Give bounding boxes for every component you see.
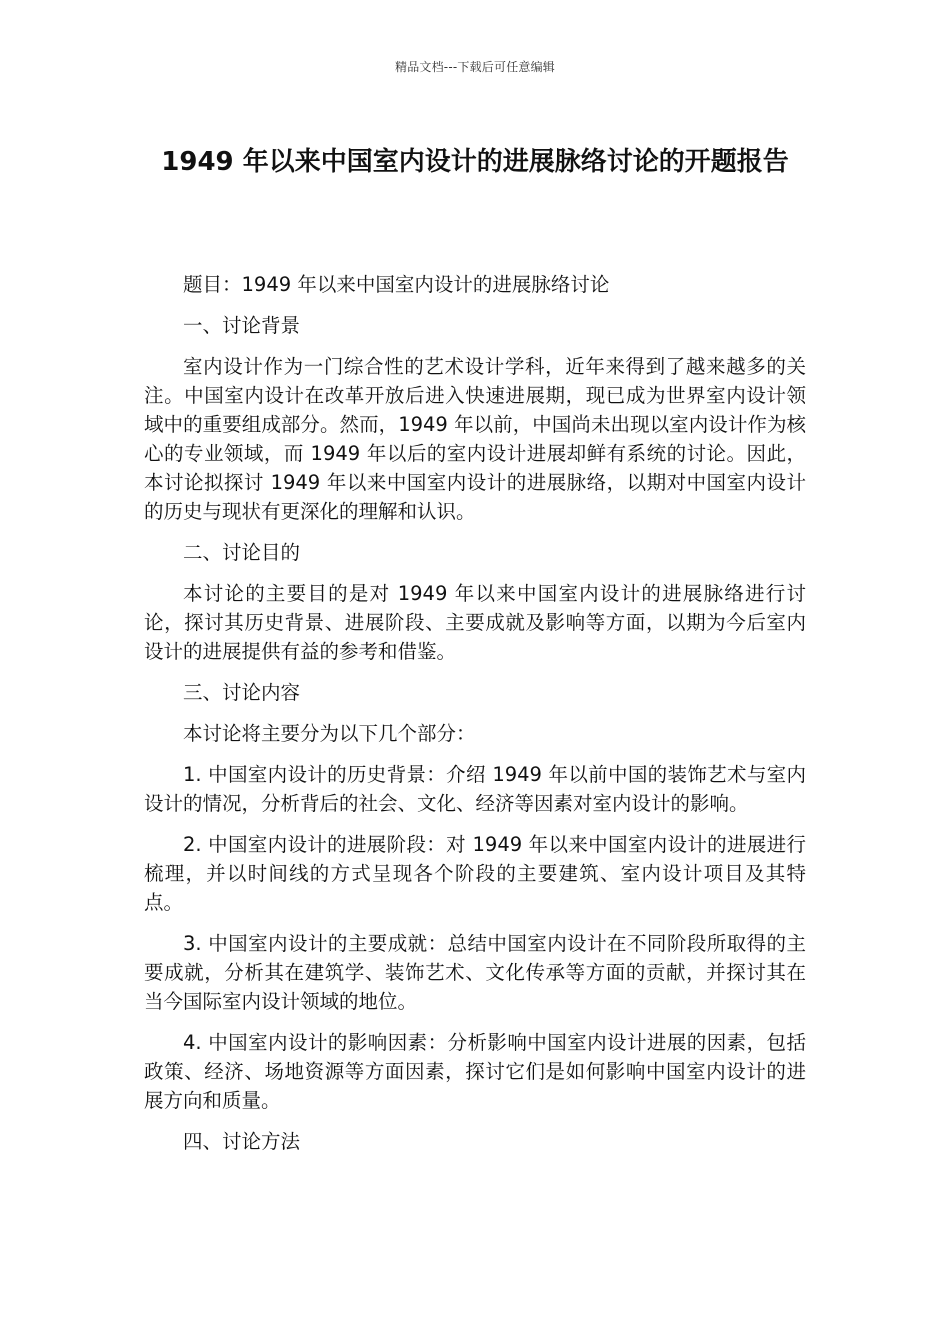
topic-line: 题目：1949 年以来中国室内设计的进展脉络讨论 <box>183 273 610 296</box>
section-heading-content: 三、讨论内容 <box>183 681 301 704</box>
purpose-paragraph: 本讨论的主要目的是对 1949 年以来中国室内设计的进展脉络进行讨论，探讨其历史背景、进展阶段、主要成就及影响等方面，以期为今后室内设计的进展提供有益的参考和借鉴。 <box>144 582 806 663</box>
document-body <box>144 270 806 1168</box>
document-title: 1949 年以来中国室内设计的进展脉络讨论的开题报告 <box>161 147 789 177</box>
header-note: 精品文档---下载后可任意编辑 <box>395 60 555 74</box>
list-item: 2. 中国室内设计的进展阶段：对 1949 年以来中国室内设计的进展进行梳理，并以时间线的方式呈现各个阶段的主要建筑、室内设计项目及其特点。 <box>144 833 806 914</box>
section-heading-purpose: 二、讨论目的 <box>183 541 301 564</box>
list-item: 3. 中国室内设计的主要成就：总结中国室内设计在不同阶段所取得的主要成就，分析其在建筑学、装饰艺术、文化传承等方面的贡献，并探讨其在当今国际室内设计领域的地位。 <box>144 932 806 1013</box>
list-item: 1. 中国室内设计的历史背景：介绍 1949 年以前中国的装饰艺术与室内设计的情况，分析背后的社会、文化、经济等因素对室内设计的影响。 <box>144 763 806 815</box>
section-heading-method: 四、讨论方法 <box>183 1130 301 1153</box>
background-paragraph: 室内设计作为一门综合性的艺术设计学科，近年来得到了越来越多的关注。中国室内设计在改革开放后进入快速进展期，现已成为世界室内设计领域中的重要组成部分。然而，1949 年以前，中国尚未出现以室内设计作为核心的专业领域，而 1949 年以后的室内设计进展却鲜有系统的讨论。因此，本讨论拟探讨 1949 年以来中国室内设计的进展脉络，以期对中国室内设计的历史与现状有更深化的理解和认识。 <box>144 355 806 523</box>
list-item: 4. 中国室内设计的影响因素：分析影响中国室内设计进展的因素，包括政策、经济、场地资源等方面因素，探讨它们是如何影响中国室内设计的进展方向和质量。 <box>144 1031 806 1112</box>
content-intro: 本讨论将主要分为以下几个部分： <box>183 722 476 745</box>
section-heading-background: 一、讨论背景 <box>183 314 301 337</box>
